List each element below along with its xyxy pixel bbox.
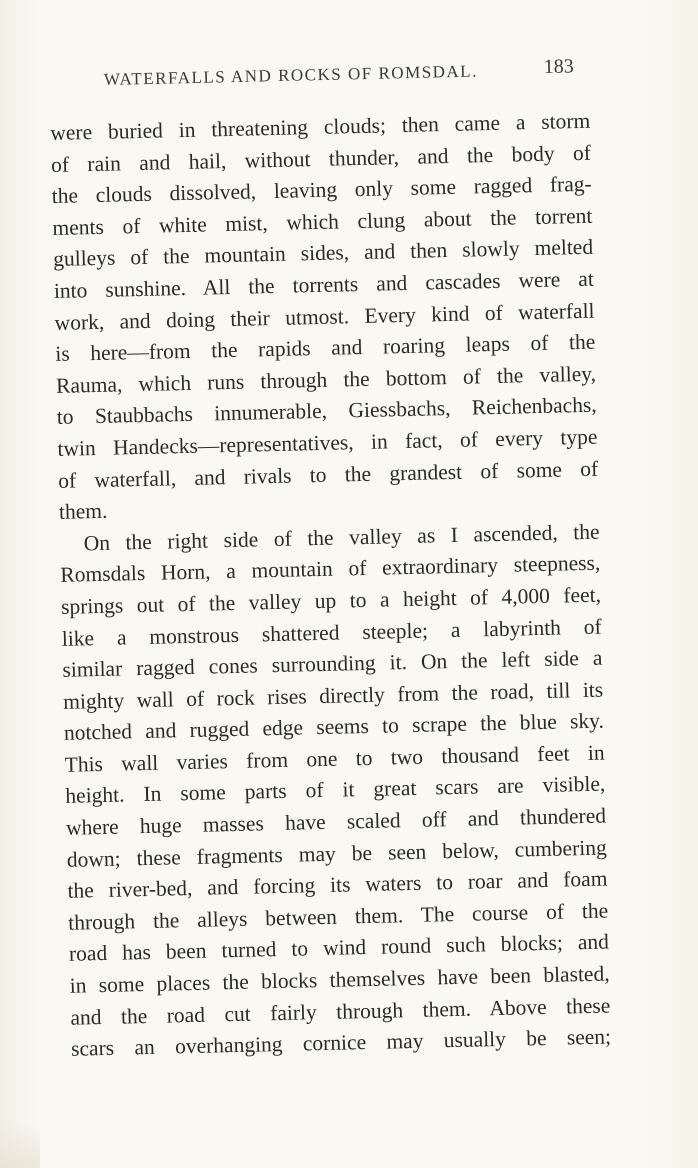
- text-line: of waterfall, and rivals to the grandest of some of: [57, 456, 599, 493]
- text-line: them.: [58, 498, 108, 525]
- text-line: mighty wall of rock rises directly from the road, till its: [62, 677, 604, 714]
- running-title: WATERFALLS AND ROCKS OF ROMSDAL.: [103, 61, 479, 89]
- text-line: is here—from the rapids and roaring leaps of the: [55, 329, 596, 367]
- page-number: 183: [543, 55, 574, 79]
- text-line: the clouds dissolved, leaving only some ragged frag-: [51, 171, 592, 209]
- body-text: [50, 106, 611, 1066]
- text-line: and the road cut fairly through them. Above these: [70, 993, 611, 1030]
- text-line: the river-bed, and forcing its waters to roar and foam: [67, 866, 608, 904]
- text-line: through the alleys between them. The course of the: [67, 898, 609, 935]
- page-header: [103, 55, 575, 100]
- text-line: down; these fragments may be seen below, cumbering: [66, 835, 607, 872]
- text-line: similar ragged cones surrounding it. On the left side a: [62, 645, 603, 682]
- text-line: Romsdals Horn, a mountain of extraordinary steepness,: [60, 550, 601, 588]
- text-line: were buried in threatening clouds; then came a storm: [50, 108, 591, 145]
- text-line: in some places the blocks themselves have been blasted,: [69, 961, 610, 998]
- text-line: like a monstrous shattered steeple; a labyrinth of: [61, 614, 602, 651]
- text-line: into sunshine. All the torrents and cascades were at: [53, 266, 595, 303]
- text-line: ments of white mist, which clung about the torrent: [52, 203, 593, 240]
- text-line: of rain and hail, without thunder, and the body of: [50, 140, 592, 177]
- text-line: This wall varies from one to two thousand feet in: [64, 740, 605, 777]
- page-edge-shadow: [0, 1120, 40, 1168]
- text-line: to Staubbachs innumerable, Giessbachs, Reichenbachs,: [56, 393, 597, 430]
- text-line: height. In some parts of it great scars are visible,: [65, 772, 606, 809]
- text-line: twin Handecks—representatives, in fact, of every type: [57, 424, 598, 461]
- paragraph-start-line: On the right side of the valley as I ascended, the: [83, 519, 600, 556]
- text-line: where huge masses have scaled off and thundered: [65, 803, 607, 840]
- text-line: road has been turned to wind round such blocks; and: [68, 929, 610, 967]
- text-line: scars an overhanging cornice may usually be seen;: [70, 1024, 612, 1061]
- text-line: gulleys of the mountain sides, and then slowly melted: [52, 235, 594, 272]
- text-line: work, and doing their utmost. Every kind of waterfall: [54, 298, 595, 335]
- text-line: notched and rugged edge seems to scrape the blue sky.: [63, 708, 605, 746]
- text-line: springs out of the valley up to a height of 4,000 feet,: [60, 582, 602, 619]
- text-line: Rauma, which runs through the bottom of the valley,: [55, 361, 597, 398]
